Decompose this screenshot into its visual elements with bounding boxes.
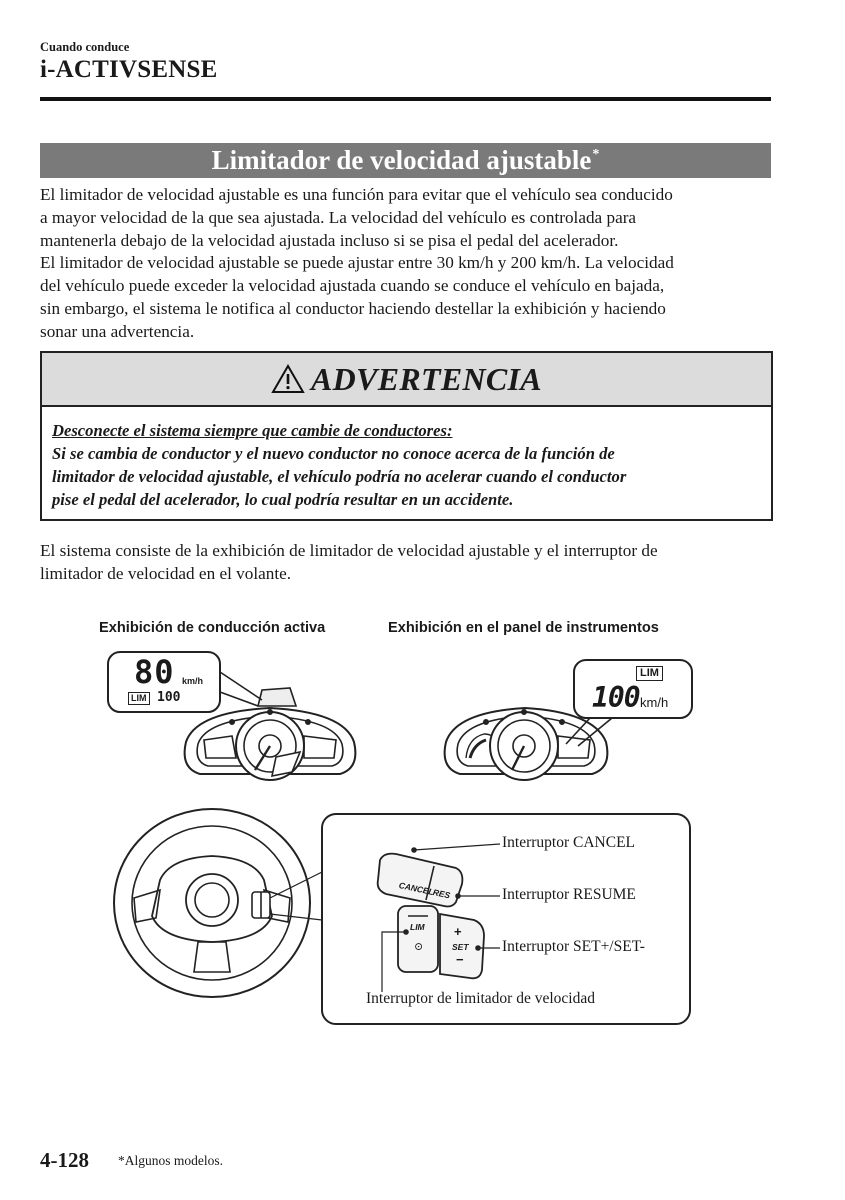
intro-line: a mayor velocidad de la que sea ajustada. La velocidad del vehículo es controlada para: [40, 207, 637, 227]
limiter-speed-icon: ⊙: [414, 941, 424, 953]
footnote: *Algunos modelos.: [118, 1153, 224, 1168]
res-switch-label: RES: [431, 887, 452, 901]
intro-line: El limitador de velocidad ajustable es una función para evitar que el vehículo sea conducido: [40, 185, 673, 204]
callout-limiter: Interruptor de limitador de velocidad: [366, 990, 595, 1007]
warning-heading: ADVERTENCIA: [311, 360, 542, 397]
section-label: Cuando conduce: [40, 40, 130, 54]
system-line: El sistema consiste de la exhibición de limitador de velocidad ajustable y el interruptor de: [40, 541, 658, 560]
chapter-title: i-ACTIVSENSE: [40, 56, 218, 83]
set-plus-label: +: [454, 924, 462, 939]
intro-line: mantenerla debajo de la velocidad ajustada incluso si se pisa el pedal del acelerador.: [40, 230, 619, 250]
set-switch-label: SET: [452, 942, 469, 952]
hud-speed: 80: [134, 653, 175, 691]
warning-body: [52, 419, 764, 511]
hud-lim-indicator: LIM: [128, 692, 150, 705]
intro-line: sonar una advertencia.: [40, 321, 195, 341]
system-illustration: [0, 640, 845, 1040]
section-title: Limitador de velocidad ajustable: [211, 145, 592, 175]
steering-wheel-illustration: [114, 809, 322, 997]
hud-set-speed: 100: [157, 690, 181, 705]
warning-line: pise el pedal del acelerador, lo cual podría resultar en un accidente.: [52, 490, 514, 509]
panel-unit: km/h: [640, 695, 669, 710]
system-line: limitador de velocidad en el volante.: [40, 563, 292, 583]
section-title-bar: [40, 143, 771, 178]
figure-label-panel: Exhibición en el panel de instrumentos: [388, 620, 659, 636]
panel-lim-indicator: LIM: [636, 666, 663, 681]
warning-header: [42, 353, 771, 407]
cancel-switch-label: CANCEL: [397, 880, 435, 898]
intro-paragraph: [40, 184, 775, 344]
figure-label-hud: Exhibición de conducción activa: [99, 620, 326, 636]
panel-speed: 100: [592, 681, 640, 714]
callout-set: Interruptor SET+/SET-: [502, 938, 645, 955]
intro-line: del vehículo puede exceder la velocidad ajustada cuando se conduce el vehículo en bajada,: [40, 276, 665, 296]
warning-triangle-icon: [271, 364, 305, 394]
set-minus-label: −: [456, 952, 464, 967]
page-number: 4-128: [40, 1148, 89, 1172]
callout-cancel: Interruptor CANCEL: [502, 834, 636, 851]
callout-resume: Interruptor RESUME: [502, 886, 636, 903]
warning-line: Si se cambia de conductor y el nuevo conductor no conoce acerca de la función de: [52, 444, 615, 463]
intro-line: El limitador de velocidad ajustable se puede ajustar entre 30 km/h y 200 km/h. La velocidad: [40, 253, 674, 273]
footnote-marker: *: [592, 146, 600, 162]
system-paragraph: [40, 540, 775, 586]
intro-line: sin embargo, el sistema le notifica al conductor haciendo destellar la exhibición y haciendo: [40, 298, 666, 318]
warning-subheading: Desconecte el sistema siempre que cambie de conductores:: [52, 421, 453, 440]
lim-switch-label: LIM: [410, 922, 425, 932]
hud-unit: km/h: [182, 676, 204, 686]
warning-line: limitador de velocidad ajustable, el vehículo podría no acelerar cuando el conductor: [52, 467, 627, 486]
warning-box: [40, 351, 773, 521]
header-rule: [40, 97, 771, 101]
